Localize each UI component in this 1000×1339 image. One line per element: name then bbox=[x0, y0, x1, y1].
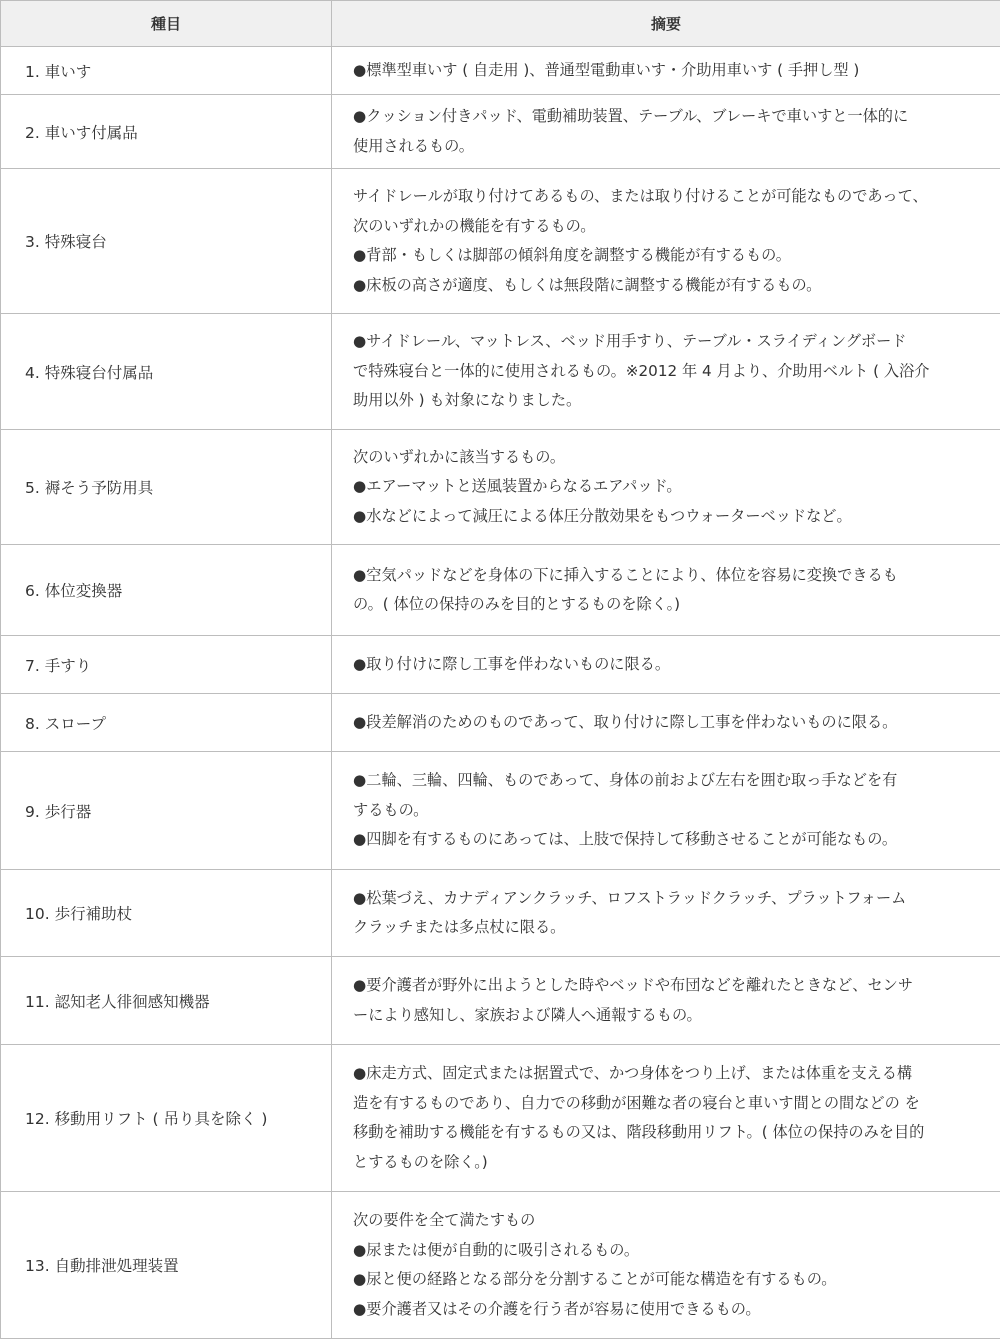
summary-line: ●尿と便の経路となる部分を分割することが可能な構造を有するもの。 bbox=[353, 1265, 988, 1295]
table-row bbox=[1, 430, 1000, 545]
summary-line: ーにより感知し、家族および隣人へ通報するもの。 bbox=[353, 1001, 988, 1031]
summary-cell bbox=[332, 957, 1000, 1045]
summary-line: ●尿または便が自動的に吸引されるもの。 bbox=[353, 1236, 988, 1266]
summary-line: ●取り付けに際し工事を伴わないものに限る。 bbox=[353, 650, 988, 680]
summary-line: するもの。 bbox=[353, 796, 988, 826]
category-cell: 2. 車いす付属品 bbox=[1, 95, 332, 169]
summary-cell bbox=[332, 545, 1000, 636]
table-row bbox=[1, 1045, 1000, 1192]
table-row bbox=[1, 545, 1000, 636]
summary-line: ●水などによって減圧による体圧分散効果をもつウォーターベッドなど。 bbox=[353, 502, 988, 532]
summary-line: ●要介護者が野外に出ようとした時やベッドや布団などを離れたときなど、センサ bbox=[353, 971, 988, 1001]
table-row bbox=[1, 314, 1000, 430]
category-cell: 12. 移動用リフト ( 吊り具を除く ) bbox=[1, 1045, 332, 1192]
category-cell: 7. 手すり bbox=[1, 636, 332, 694]
summary-line: 次のいずれかの機能を有するもの。 bbox=[353, 212, 988, 242]
category-cell: 9. 歩行器 bbox=[1, 752, 332, 870]
summary-cell bbox=[332, 694, 1000, 752]
summary-line: 造を有するものであり、自力での移動が困難な者の寝台と車いす間との間などの を bbox=[353, 1089, 988, 1119]
category-cell: 6. 体位変換器 bbox=[1, 545, 332, 636]
category-cell: 3. 特殊寝台 bbox=[1, 169, 332, 314]
summary-line: ●サイドレール、マットレス、ベッド用手すり、テーブル・スライディングボード bbox=[353, 327, 988, 357]
table-row bbox=[1, 694, 1000, 752]
summary-cell bbox=[332, 169, 1000, 314]
summary-line: 移動を補助する機能を有するもの又は、階段移動用リフト。( 体位の保持のみを目的 bbox=[353, 1118, 988, 1148]
summary-cell bbox=[332, 95, 1000, 169]
table-row bbox=[1, 95, 1000, 169]
category-cell: 11. 認知老人徘徊感知機器 bbox=[1, 957, 332, 1045]
summary-cell bbox=[332, 47, 1000, 95]
category-cell: 1. 車いす bbox=[1, 47, 332, 95]
category-cell: 13. 自動排泄処理装置 bbox=[1, 1192, 332, 1339]
summary-cell bbox=[332, 1192, 1000, 1339]
category-cell: 4. 特殊寝台付属品 bbox=[1, 314, 332, 430]
summary-line: ●クッション付きパッド、電動補助装置、テーブル、ブレーキで車いすと一体的に bbox=[353, 102, 988, 132]
summary-cell bbox=[332, 430, 1000, 545]
header-summary: 摘要 bbox=[332, 1, 1000, 47]
header-category: 種目 bbox=[1, 1, 332, 47]
table-row bbox=[1, 636, 1000, 694]
table-row bbox=[1, 957, 1000, 1045]
table-header-row bbox=[1, 1, 1000, 47]
summary-line: ●空気パッドなどを身体の下に挿入することにより、体位を容易に変換できるも bbox=[353, 561, 988, 591]
summary-line: 次の要件を全て満たすもの bbox=[353, 1206, 988, 1236]
summary-line: 助用以外 ) も対象になりました。 bbox=[353, 386, 988, 416]
summary-line: ●要介護者又はその介護を行う者が容易に使用できるもの。 bbox=[353, 1295, 988, 1325]
summary-line: 次のいずれかに該当するもの。 bbox=[353, 443, 988, 473]
summary-line: ●エアーマットと送風装置からなるエアパッド。 bbox=[353, 472, 988, 502]
summary-line: 使用されるもの。 bbox=[353, 132, 988, 162]
summary-cell bbox=[332, 752, 1000, 870]
category-cell: 8. スロープ bbox=[1, 694, 332, 752]
summary-line: で特殊寝台と一体的に使用されるもの。※2012 年 4 月より、介助用ベルト ( 入浴介 bbox=[353, 357, 988, 387]
table-row bbox=[1, 752, 1000, 870]
summary-cell bbox=[332, 1045, 1000, 1192]
summary-line: クラッチまたは多点杖に限る。 bbox=[353, 913, 988, 943]
category-cell: 5. 褥そう予防用具 bbox=[1, 430, 332, 545]
summary-line: ●二輪、三輪、四輪、ものであって、身体の前および左右を囲む取っ手などを有 bbox=[353, 766, 988, 796]
table-row bbox=[1, 1192, 1000, 1339]
summary-cell bbox=[332, 636, 1000, 694]
summary-line: とするものを除く。) bbox=[353, 1148, 988, 1178]
summary-line: の。( 体位の保持のみを目的とするものを除く。) bbox=[353, 590, 988, 620]
summary-line: ●床走方式、固定式または据置式で、かつ身体をつり上げ、または体重を支える構 bbox=[353, 1059, 988, 1089]
summary-line: ●標準型車いす ( 自走用 )、普通型電動車いす・介助用車いす ( 手押し型 ) bbox=[353, 56, 988, 86]
summary-line: ●段差解消のためのものであって、取り付けに際し工事を伴わないものに限る。 bbox=[353, 708, 988, 738]
summary-cell bbox=[332, 314, 1000, 430]
summary-line: ●松葉づえ、カナディアンクラッチ、ロフストラッドクラッチ、プラットフォーム bbox=[353, 884, 988, 914]
summary-line: ●床板の高さが適度、もしくは無段階に調整する機能が有するもの。 bbox=[353, 271, 988, 301]
table-row bbox=[1, 47, 1000, 95]
category-cell: 10. 歩行補助杖 bbox=[1, 870, 332, 957]
table-row bbox=[1, 169, 1000, 314]
summary-line: ●背部・もしくは脚部の傾斜角度を調整する機能が有するもの。 bbox=[353, 241, 988, 271]
summary-cell bbox=[332, 870, 1000, 957]
summary-line: サイドレールが取り付けてあるもの、または取り付けることが可能なものであって、 bbox=[353, 182, 988, 212]
summary-line: ●四脚を有するものにあっては、上肢で保持して移動させることが可能なもの。 bbox=[353, 825, 988, 855]
table-row bbox=[1, 870, 1000, 957]
